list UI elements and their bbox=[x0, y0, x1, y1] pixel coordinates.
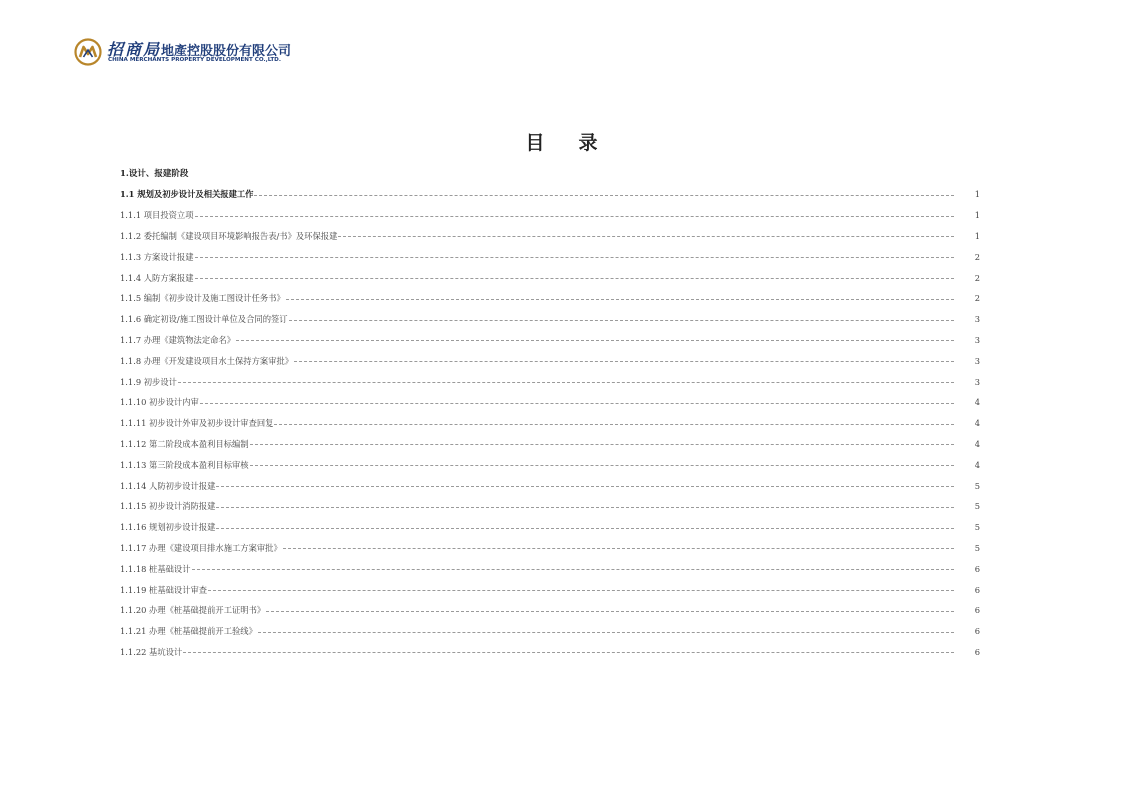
toc-page-number: 6 bbox=[974, 605, 980, 616]
china-merchants-logo-icon bbox=[74, 38, 102, 66]
company-brand-cn: 招商局 bbox=[107, 40, 162, 59]
toc-entry-text: 1.1.9 初步设计 bbox=[120, 376, 177, 387]
toc-entry[interactable] bbox=[120, 205, 980, 226]
toc-page-number: 4 bbox=[974, 459, 980, 470]
toc-leader-line bbox=[183, 652, 954, 653]
toc-leader-line bbox=[274, 424, 954, 425]
toc-entry[interactable] bbox=[120, 288, 980, 309]
toc-entry-text: 1.1.1 项目投资立项 bbox=[120, 210, 194, 221]
toc-entry-text: 1.1.5 编制《初步设计及施工图设计任务书》 bbox=[120, 293, 285, 304]
toc-entry[interactable] bbox=[120, 517, 980, 538]
toc-leader-line bbox=[266, 611, 954, 612]
toc-page-number: 2 bbox=[974, 272, 980, 283]
toc-entry-text: 1.1 规划及初步设计及相关报建工作 bbox=[120, 189, 254, 200]
toc-entry[interactable] bbox=[120, 371, 980, 392]
toc-page-number: 4 bbox=[974, 397, 980, 408]
toc-leader-line bbox=[208, 590, 954, 591]
toc-leader-line bbox=[294, 361, 954, 362]
toc-page-number: 6 bbox=[974, 646, 980, 657]
toc-leader-line bbox=[195, 278, 954, 279]
toc-leader-line bbox=[289, 320, 954, 321]
toc-entry[interactable] bbox=[120, 454, 980, 475]
toc-entry-text: 1.1.11 初步设计外审及初步设计审查回复 bbox=[120, 418, 274, 429]
toc-list bbox=[120, 184, 980, 662]
toc-leader-line bbox=[258, 632, 954, 633]
toc-entry-text: 1.1.17 办理《建设项目排水施工方案审批》 bbox=[120, 542, 282, 553]
toc-page-number: 3 bbox=[974, 376, 980, 387]
toc-leader-line bbox=[178, 382, 954, 383]
toc-entry[interactable] bbox=[120, 579, 980, 600]
toc-page-number: 6 bbox=[974, 584, 980, 595]
toc-entry-text: 1.1.4 人防方案报建 bbox=[120, 272, 194, 283]
toc-entry[interactable] bbox=[120, 330, 980, 351]
toc-page-number: 1 bbox=[974, 189, 980, 200]
toc-entry[interactable] bbox=[120, 413, 980, 434]
toc-leader-line bbox=[338, 236, 954, 237]
toc-page-number: 5 bbox=[974, 542, 980, 553]
toc-entry-text: 1.1.3 方案设计报建 bbox=[120, 251, 194, 262]
toc-page-number: 5 bbox=[974, 501, 980, 512]
toc-page-number: 6 bbox=[974, 626, 980, 637]
toc-entry-text: 1.1.14 人防初步设计报建 bbox=[120, 480, 216, 491]
toc-page-number: 5 bbox=[974, 522, 980, 533]
company-subtitle-cn: 地產控股股份有限公司 bbox=[161, 44, 292, 59]
toc-entry[interactable] bbox=[120, 538, 980, 559]
toc-title: 目录 bbox=[525, 132, 632, 154]
section-heading: 1.设计、报建阶段 bbox=[120, 169, 189, 179]
toc-entry[interactable] bbox=[120, 642, 980, 663]
toc-entry[interactable] bbox=[120, 267, 980, 288]
toc-leader-line bbox=[192, 569, 954, 570]
toc-entry-text: 1.1.22 基坑设计 bbox=[120, 646, 183, 657]
toc-leader-line bbox=[250, 465, 954, 466]
toc-page-number: 1 bbox=[974, 210, 980, 221]
toc-entry[interactable] bbox=[120, 184, 980, 205]
toc-entry-text: 1.1.20 办理《桩基础提前开工证明书》 bbox=[120, 605, 266, 616]
company-name-en: CHINA MERCHANTS PROPERTY DEVELOPMENT CO.,LTD. bbox=[108, 57, 281, 63]
toc-leader-line bbox=[195, 216, 954, 217]
toc-entry[interactable] bbox=[120, 392, 980, 413]
toc-page-number: 3 bbox=[974, 355, 980, 366]
toc-leader-line bbox=[250, 444, 954, 445]
toc-entry[interactable] bbox=[120, 621, 980, 642]
toc-entry-text: 1.1.6 确定初设/施工图设计单位及合同的签订 bbox=[120, 314, 288, 325]
toc-leader-line bbox=[286, 299, 954, 300]
company-logo bbox=[74, 37, 314, 67]
toc-leader-line bbox=[236, 340, 954, 341]
toc-entry[interactable] bbox=[120, 309, 980, 330]
toc-entry[interactable] bbox=[120, 350, 980, 371]
toc-page-number: 6 bbox=[974, 563, 980, 574]
toc-leader-line bbox=[195, 257, 954, 258]
toc-leader-line bbox=[216, 528, 954, 529]
toc-page-number: 2 bbox=[974, 251, 980, 262]
toc-leader-line bbox=[254, 195, 954, 196]
toc-page-number: 3 bbox=[974, 334, 980, 345]
toc-entry-text: 1.1.7 办理《建筑物法定命名》 bbox=[120, 334, 236, 345]
toc-page-number: 4 bbox=[974, 438, 980, 449]
toc-entry[interactable] bbox=[120, 475, 980, 496]
toc-page-number: 4 bbox=[974, 418, 980, 429]
toc-page-number: 5 bbox=[974, 480, 980, 491]
toc-leader-line bbox=[283, 548, 954, 549]
toc-entry[interactable] bbox=[120, 226, 980, 247]
toc-entry[interactable] bbox=[120, 558, 980, 579]
toc-leader-line bbox=[216, 507, 954, 508]
toc-entry[interactable] bbox=[120, 246, 980, 267]
toc-entry[interactable] bbox=[120, 600, 980, 621]
toc-entry-text: 1.1.2 委托编制《建设项目环境影响报告表/书》及环保报建 bbox=[120, 230, 338, 241]
toc-entry-text: 1.1.16 规划初步设计报建 bbox=[120, 522, 216, 533]
toc-leader-line bbox=[200, 403, 954, 404]
toc-page-number: 1 bbox=[974, 230, 980, 241]
toc-entry-text: 1.1.12 第二阶段成本盈利目标编制 bbox=[120, 438, 249, 449]
toc-entry-text: 1.1.10 初步设计内审 bbox=[120, 397, 199, 408]
toc-entry[interactable] bbox=[120, 434, 980, 455]
toc-entry-text: 1.1.21 办理《桩基础提前开工验线》 bbox=[120, 626, 257, 637]
toc-entry[interactable] bbox=[120, 496, 980, 517]
toc-page-number: 3 bbox=[974, 314, 980, 325]
toc-entry-text: 1.1.15 初步设计消防报建 bbox=[120, 501, 216, 512]
toc-entry-text: 1.1.19 桩基础设计审查 bbox=[120, 584, 208, 595]
toc-entry-text: 1.1.18 桩基础设计 bbox=[120, 563, 191, 574]
toc-entry-text: 1.1.8 办理《开发建设项目水土保持方案审批》 bbox=[120, 355, 294, 366]
toc-page-number: 2 bbox=[974, 293, 980, 304]
toc-leader-line bbox=[216, 486, 954, 487]
toc-entry-text: 1.1.13 第三阶段成本盈利目标审核 bbox=[120, 459, 249, 470]
